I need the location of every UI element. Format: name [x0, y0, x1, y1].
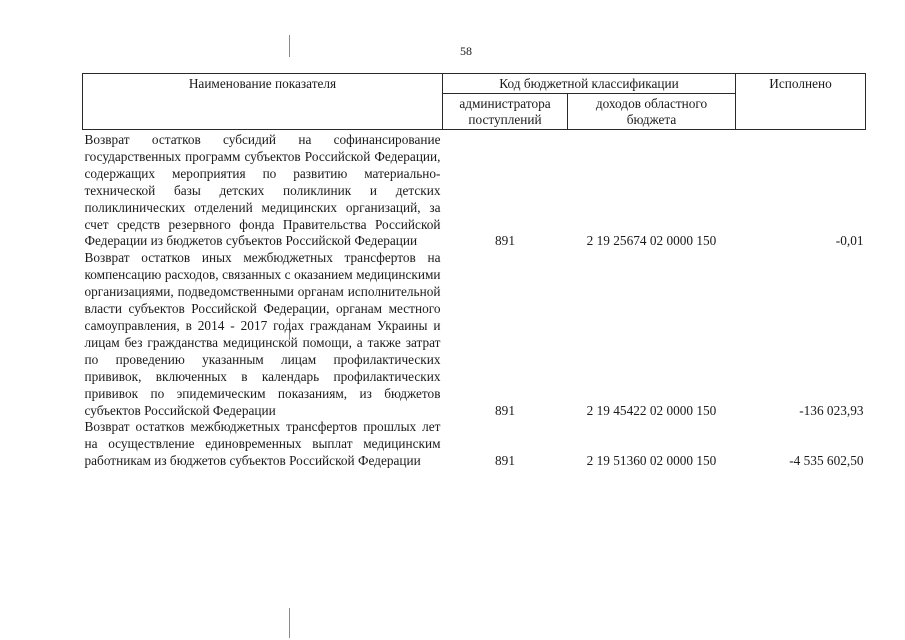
- scan-artifact-bottom: [289, 608, 290, 638]
- row-executed-amount: -0,01: [835, 233, 864, 249]
- row-revenue-code: 2 19 51360 02 0000 150: [586, 453, 717, 469]
- table-header-row: [83, 74, 866, 94]
- row-description: Возврат остатков субсидий на софинансирование государственных программ субъектов Российской Федерации, содержащих мероприятия по развитию материально-технической базы детских поликлиник и детских поликлинических отделений медицинских организаций, за счет средств резервного фонда Правительства Российской Федерации из бюджетов субъектов Российской Федерации: [84, 132, 441, 249]
- row-description: Возврат остатков межбюджетных трансфертов прошлых лет на осуществление единовременных выплат медицинским работникам из бюджетов субъектов Российской Федерации: [84, 419, 441, 469]
- header-indicator-name: Наименование показателя: [83, 74, 443, 130]
- table-row: [83, 130, 866, 251]
- header-budget-classification-code: Код бюджетной классификации: [443, 74, 736, 94]
- table-row: [83, 419, 866, 470]
- budget-execution-table: [82, 73, 866, 470]
- header-regional-budget-revenue: доходов областного бюджета: [568, 94, 736, 130]
- row-executed-amount: -4 535 602,50: [789, 453, 864, 469]
- row-admin-code: 891: [495, 233, 515, 249]
- row-admin-code: 891: [495, 453, 515, 469]
- scan-artifact-top: [289, 35, 290, 57]
- row-description: Возврат остатков иных межбюджетных трансфертов на компенсацию расходов, связанных с оказанием медицинскими организациями, подведомственными органам исполнительной власти субъектов Российской Федерации, органам местного самоуправления, в 2014 - 2017 годах гражданам Украины и лицам без гражданства медицинской помощи, а также затрат по проведению указанным лицам профилактических прививок, включенных в календарь профилактических прививок по эпидемическим показаниям, из бюджетов субъектов Российской Федерации: [84, 250, 441, 418]
- header-revenue-administrator: администратора поступлений: [443, 94, 568, 130]
- page-number: 58: [460, 44, 472, 58]
- table-row: [83, 250, 866, 419]
- row-revenue-code: 2 19 25674 02 0000 150: [586, 233, 717, 249]
- row-revenue-code: 2 19 45422 02 0000 150: [586, 402, 717, 418]
- row-executed-amount: -136 023,93: [799, 402, 864, 418]
- header-executed: Исполнено: [736, 74, 866, 130]
- row-admin-code: 891: [495, 402, 515, 418]
